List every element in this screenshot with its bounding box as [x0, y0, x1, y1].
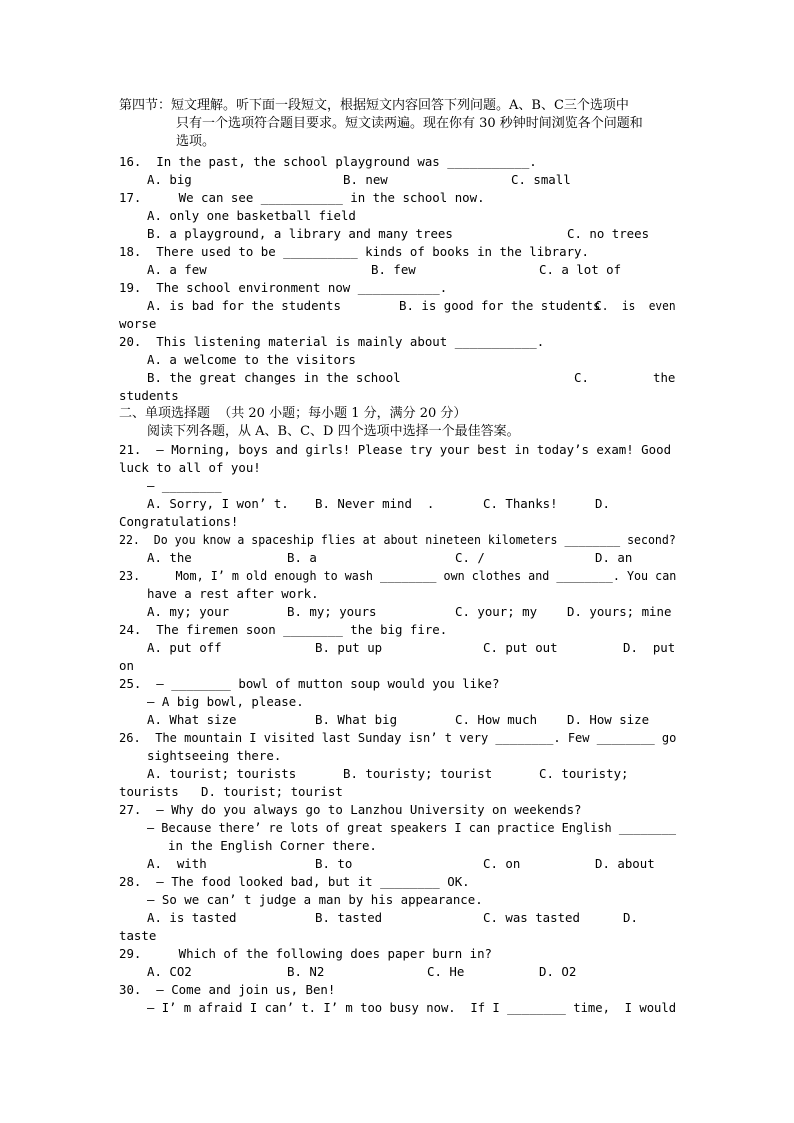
q26-line1: 26. The mountain I visited last Sunday isn’ t very ________. Few ________ go	[119, 730, 677, 745]
q27-option-a: A. with	[147, 856, 207, 871]
q29-option-b: B. N2	[287, 964, 325, 979]
q16-option-b: B. new	[343, 172, 388, 187]
q25-option-d: D. How size	[567, 712, 650, 727]
q26-option-b: B. touristy; tourist	[343, 766, 493, 781]
q27-line1: 27. — Why do you always go to Lanzhou University on weekends?	[119, 802, 582, 817]
q18-option-b: B. few	[371, 262, 416, 277]
section4-heading-line1: 第四节：短文理解。听下面一段短文，根据短文内容回答下列问题。A、B、C三个选项中	[119, 98, 629, 113]
q25-option-c: C. How much	[455, 712, 538, 727]
q22-option-d: D. an	[595, 550, 633, 565]
q21-line3: — ________	[147, 478, 222, 493]
q29-option-d: D. O2	[539, 964, 577, 979]
q24-option-d: D. put	[623, 640, 676, 655]
section4-heading-line3: 选项。	[176, 134, 216, 149]
q22-option-b: B. a	[287, 550, 317, 565]
q20-option-b: B. the great changes in the school	[147, 370, 401, 385]
q29-stem: 29. Which of the following does paper burn in?	[119, 946, 492, 961]
q18-option-c: C. a lot of	[539, 262, 622, 277]
q18-option-a: A. a few	[147, 262, 207, 277]
q20-stem: 20. This listening material is mainly about ___________.	[119, 334, 545, 349]
q22-stem: 22. Do you know a spaceship flies at about nineteen kilometers ________ second?	[119, 532, 676, 547]
q25-line1: 25. — ________ bowl of mutton soup would you like?	[119, 676, 500, 691]
q23-line2: have a rest after work.	[147, 586, 319, 601]
q19-stem: 19. The school environment now ___________.	[119, 280, 448, 295]
q21-line2: luck to all of you!	[119, 460, 261, 475]
q21-option-d: D.	[595, 496, 610, 511]
q27-line2: — Because there’ re lots of great speakers I can practice English ________	[147, 820, 677, 835]
q29-option-a: A. CO2	[147, 964, 192, 979]
q16-stem: 16. In the past, the school playground was ___________.	[119, 154, 537, 169]
q26-option-c: C. touristy;	[539, 766, 629, 781]
q18-stem: 18. There used to be __________ kinds of books in the library.	[119, 244, 589, 259]
q17-option-c: C. no trees	[567, 226, 650, 241]
q26-option-a: A. tourist; tourists	[147, 766, 297, 781]
section2-title: 二、单项选择题 （共 20 小题；每小题 1 分，满分 20 分）	[119, 406, 467, 421]
q30-line2: — I’ m afraid I can’ t. I’ m too busy now. If I ________ time, I would	[147, 1000, 677, 1015]
q19-option-c-wrap: worse	[119, 316, 157, 331]
q24-option-c: C. put out	[483, 640, 558, 655]
q17-option-a: A. only one basketball field	[147, 208, 356, 223]
q27-option-c: C. on	[483, 856, 521, 871]
q19-option-c: C. is even	[595, 298, 676, 313]
q28-line1: 28. — The food looked bad, but it ________ OK.	[119, 874, 470, 889]
section2-instructions: 阅读下列各题，从 A、B、C、D 四个选项中选择一个最佳答案。	[147, 424, 520, 439]
q17-stem: 17. We can see ___________ in the school now.	[119, 190, 485, 205]
q21-option-c: C. Thanks!	[483, 496, 558, 511]
section4-heading-line2: 只有一个选项符合题目要求。短文读两遍。现在你有 30 秒钟时间浏览各个问题和	[176, 116, 643, 131]
q25-option-a: A. What size	[147, 712, 237, 727]
q28-option-d-wrap: taste	[119, 928, 157, 943]
q28-option-a: A. is tasted	[147, 910, 237, 925]
q21-option-d-wrap: Congratulations!	[119, 514, 239, 529]
q21-line1: 21. — Morning, boys and girls! Please try your best in today’s exam! Good	[119, 442, 672, 457]
q24-option-b: B. put up	[315, 640, 383, 655]
q28-option-c: C. was tasted	[483, 910, 580, 925]
q20-option-c-letter: C.	[574, 370, 589, 385]
q26-option-wrap: tourists D. tourist; tourist	[119, 784, 343, 799]
q23-option-b: B. my; yours	[287, 604, 377, 619]
q29-option-c: C. He	[427, 964, 465, 979]
q23-option-d: D. yours; mine	[567, 604, 672, 619]
q22-option-a: A. the	[147, 550, 192, 565]
q30-line1: 30. — Come and join us, Ben!	[119, 982, 336, 997]
q25-line2: — A big bowl, please.	[147, 694, 304, 709]
q16-option-c: C. small	[511, 172, 571, 187]
q20-option-c-word: the	[653, 370, 676, 385]
q27-option-d: D. about	[595, 856, 655, 871]
q16-option-a: A. big	[147, 172, 192, 187]
q21-option-a: A. Sorry, I won’ t.	[147, 496, 289, 511]
q20-option-c-wrap: students	[119, 388, 179, 403]
q28-line2: — So we can’ t judge a man by his appearance.	[147, 892, 483, 907]
q23-option-a: A. my; your	[147, 604, 230, 619]
q24-option-a: A. put off	[147, 640, 222, 655]
q17-option-b: B. a playground, a library and many trees	[147, 226, 453, 241]
q22-option-c: C. /	[455, 550, 485, 565]
q23-line1: 23. Mom, I’ m old enough to wash ________ own clothes and ________. You can	[119, 568, 677, 583]
q24-stem: 24. The firemen soon ________ the big fire.	[119, 622, 448, 637]
q19-option-b: B. is good for the students	[399, 298, 601, 313]
q28-option-d: D.	[623, 910, 638, 925]
q19-option-a: A. is bad for the students	[147, 298, 341, 313]
q25-option-b: B. What big	[315, 712, 398, 727]
q28-option-b: B. tasted	[315, 910, 383, 925]
q27-line3: in the English Corner there.	[168, 838, 377, 853]
q20-option-a: A. a welcome to the visitors	[147, 352, 356, 367]
q21-option-b: B. Never mind .	[315, 496, 435, 511]
q23-option-c: C. your; my	[455, 604, 538, 619]
q24-option-d-wrap: on	[119, 658, 134, 673]
q27-option-b: B. to	[315, 856, 353, 871]
q26-line2: sightseeing there.	[147, 748, 282, 763]
